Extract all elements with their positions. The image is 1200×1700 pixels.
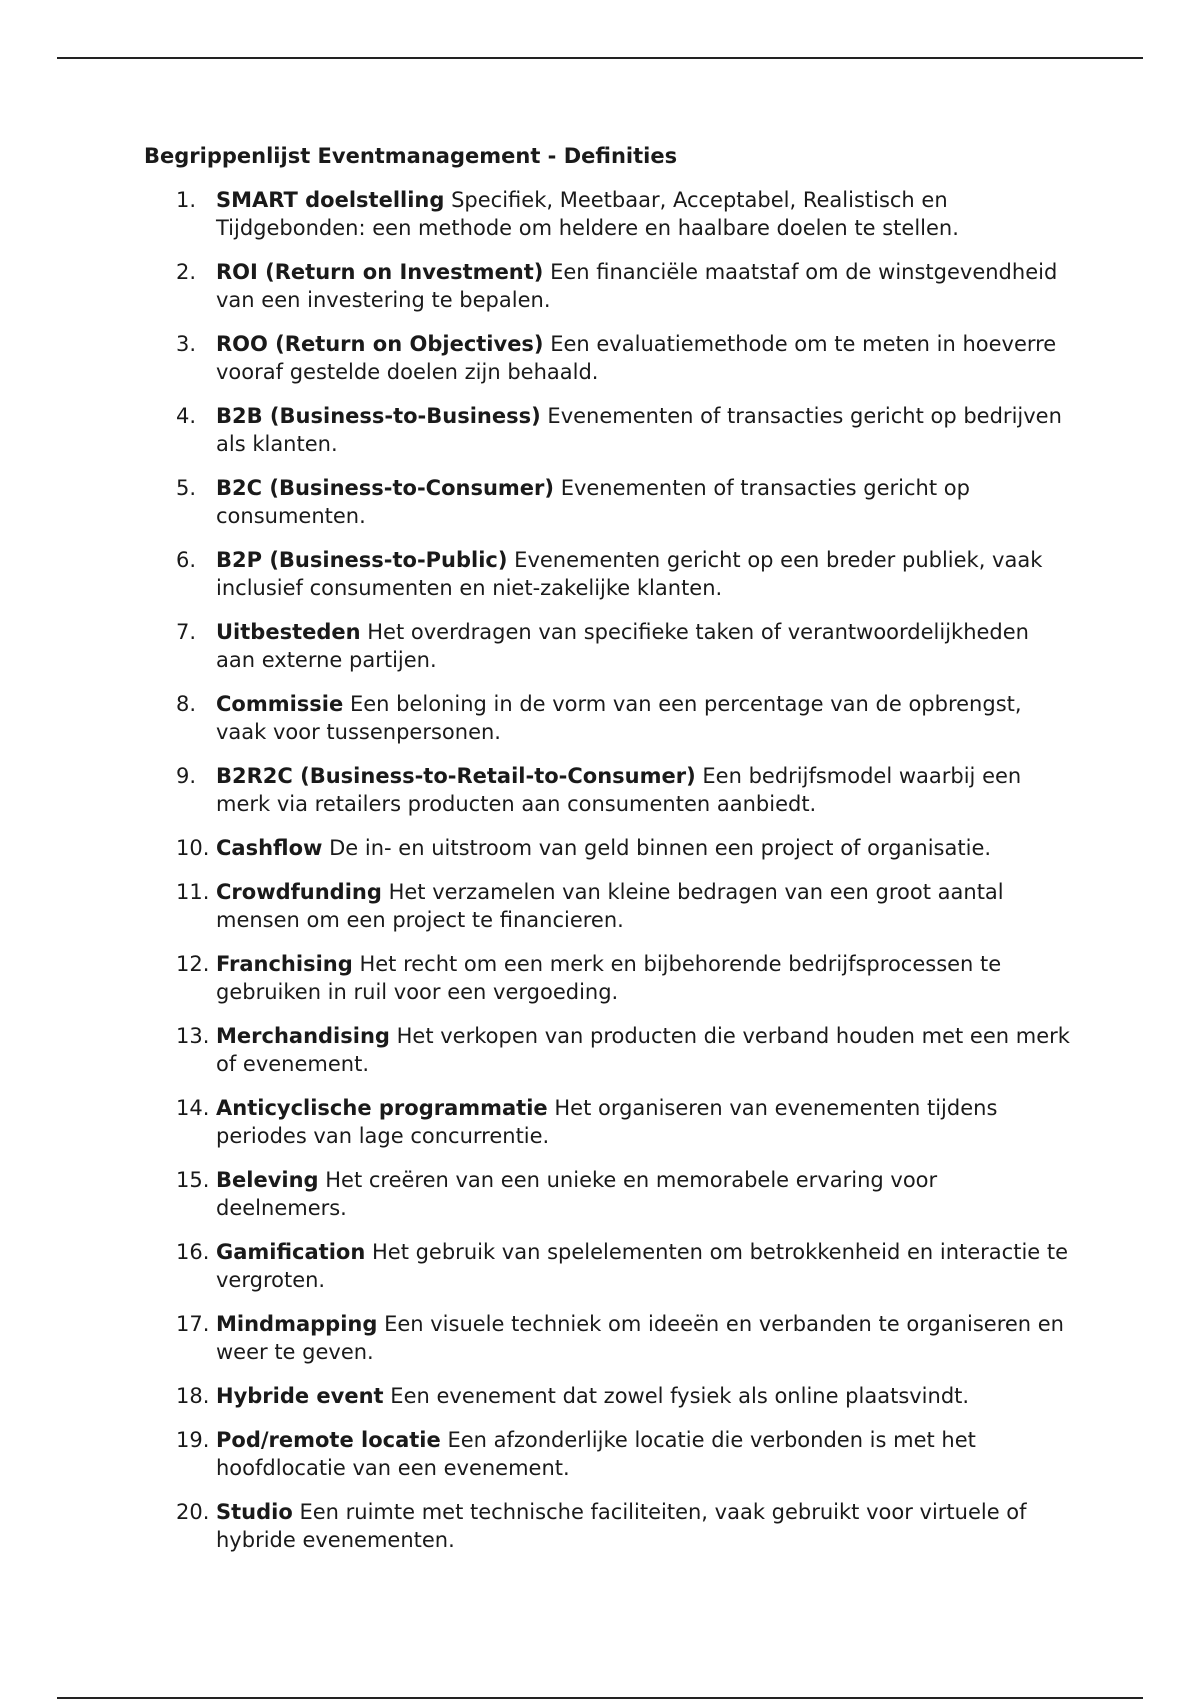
term-name: Hybride event (216, 1384, 384, 1408)
list-item (144, 1426, 1074, 1482)
term-name: Uitbesteden (216, 620, 361, 644)
item-number: 8. (176, 692, 197, 716)
term-name: ROI (Return on Investment) (216, 260, 544, 284)
term-name: Franchising (216, 952, 353, 976)
term-name: Crowdfunding (216, 880, 382, 904)
list-item (144, 618, 1074, 674)
list-item (144, 258, 1074, 314)
term-name: Beleving (216, 1168, 319, 1192)
term-definition: Het overdragen van specifieke taken of verantwoordelijkheden aan externe partijen. (216, 620, 1029, 672)
term-name: Cashflow (216, 836, 323, 860)
term-name: B2P (Business-to-Public) (216, 548, 508, 572)
document-body (144, 142, 1074, 1570)
term-definition: Evenementen of transacties gericht op bedrijven als klanten. (216, 404, 1062, 456)
term-name: Gamification (216, 1240, 366, 1264)
list-item (144, 950, 1074, 1006)
term-definition: Het creëren van een unieke en memorabele ervaring voor deelnemers. (216, 1168, 938, 1220)
item-number: 3. (176, 332, 197, 356)
term-definition: Een bedrijfsmodel waarbij een merk via retailers producten aan consumenten aanbiedt. (216, 764, 1022, 816)
item-number: 20. (176, 1500, 210, 1524)
list-item (144, 1094, 1074, 1150)
term-definition: Een visuele techniek om ideeën en verbanden te organiseren en weer te geven. (216, 1312, 1064, 1364)
list-item (144, 1166, 1074, 1222)
definition-list (144, 186, 1074, 1554)
item-number: 12. (176, 952, 210, 976)
term-definition: Het gebruik van spelelementen om betrokkenheid en interactie te vergroten. (216, 1240, 1069, 1292)
term-name: Merchandising (216, 1024, 390, 1048)
item-number: 16. (176, 1240, 210, 1264)
term-name: Anticyclische programmatie (216, 1096, 548, 1120)
term-name: Commissie (216, 692, 344, 716)
term-name: Pod/remote locatie (216, 1428, 441, 1452)
list-item (144, 690, 1074, 746)
term-name: B2C (Business-to-Consumer) (216, 476, 554, 500)
term-definition: Evenementen of transacties gericht op consumenten. (216, 476, 970, 528)
list-item (144, 474, 1074, 530)
term-name: ROO (Return on Objectives) (216, 332, 544, 356)
term-definition: Een financiële maatstaf om de winstgevendheid van een investering te bepalen. (216, 260, 1058, 312)
term-definition: Het organiseren van evenementen tijdens periodes van lage concurrentie. (216, 1096, 998, 1148)
item-number: 15. (176, 1168, 210, 1192)
item-number: 9. (176, 764, 197, 788)
term-definition: Een beloning in de vorm van een percentage van de opbrengst, vaak voor tussenpersonen. (216, 692, 1022, 744)
term-name: B2R2C (Business-to-Retail-to-Consumer) (216, 764, 696, 788)
item-number: 6. (176, 548, 197, 572)
item-number: 1. (176, 188, 197, 212)
bottom-divider (57, 1697, 1143, 1699)
term-definition: Het verzamelen van kleine bedragen van een groot aantal mensen om een project te financieren. (216, 880, 1004, 932)
term-definition: Een evenement dat zowel fysiek als online plaatsvindt. (390, 1384, 970, 1408)
list-item (144, 1022, 1074, 1078)
list-item (144, 1310, 1074, 1366)
item-number: 4. (176, 404, 197, 428)
item-number: 10. (176, 836, 210, 860)
term-definition: Een ruimte met technische faciliteiten, vaak gebruikt voor virtuele of hybride evenementen. (216, 1500, 1027, 1552)
item-number: 5. (176, 476, 197, 500)
term-name: Mindmapping (216, 1312, 378, 1336)
list-item (144, 1382, 1074, 1410)
list-item (144, 834, 1074, 862)
term-name: Studio (216, 1500, 293, 1524)
term-definition: Het recht om een merk en bijbehorende bedrijfsprocessen te gebruiken in ruil voor een vergoeding. (216, 952, 1002, 1004)
term-name: SMART doelstelling (216, 188, 445, 212)
item-number: 14. (176, 1096, 210, 1120)
list-item (144, 402, 1074, 458)
list-item (144, 186, 1074, 242)
list-item (144, 546, 1074, 602)
term-definition: Het verkopen van producten die verband houden met een merk of evenement. (216, 1024, 1070, 1076)
term-definition: Een evaluatiemethode om te meten in hoeverre vooraf gestelde doelen zijn behaald. (216, 332, 1057, 384)
term-definition: De in- en uitstroom van geld binnen een project of organisatie. (329, 836, 992, 860)
item-number: 7. (176, 620, 197, 644)
term-definition: Evenementen gericht op een breder publiek, vaak inclusief consumenten en niet-zakelijke klanten. (216, 548, 1043, 600)
list-item (144, 878, 1074, 934)
list-item (144, 762, 1074, 818)
term-definition: Een afzonderlijke locatie die verbonden is met het hoofdlocatie van een evenement. (216, 1428, 976, 1480)
document-title: Begrippenlijst Eventmanagement - Definities (144, 144, 678, 168)
list-item (144, 1498, 1074, 1554)
item-number: 19. (176, 1428, 210, 1452)
item-number: 18. (176, 1384, 210, 1408)
item-number: 11. (176, 880, 210, 904)
term-name: B2B (Business-to-Business) (216, 404, 541, 428)
item-number: 2. (176, 260, 197, 284)
list-item (144, 1238, 1074, 1294)
top-divider (57, 57, 1143, 59)
item-number: 13. (176, 1024, 210, 1048)
list-item (144, 330, 1074, 386)
term-definition: Specifiek, Meetbaar, Acceptabel, Realistisch en Tijdgebonden: een methode om heldere en haalbare doelen te stellen. (216, 188, 959, 240)
item-number: 17. (176, 1312, 210, 1336)
